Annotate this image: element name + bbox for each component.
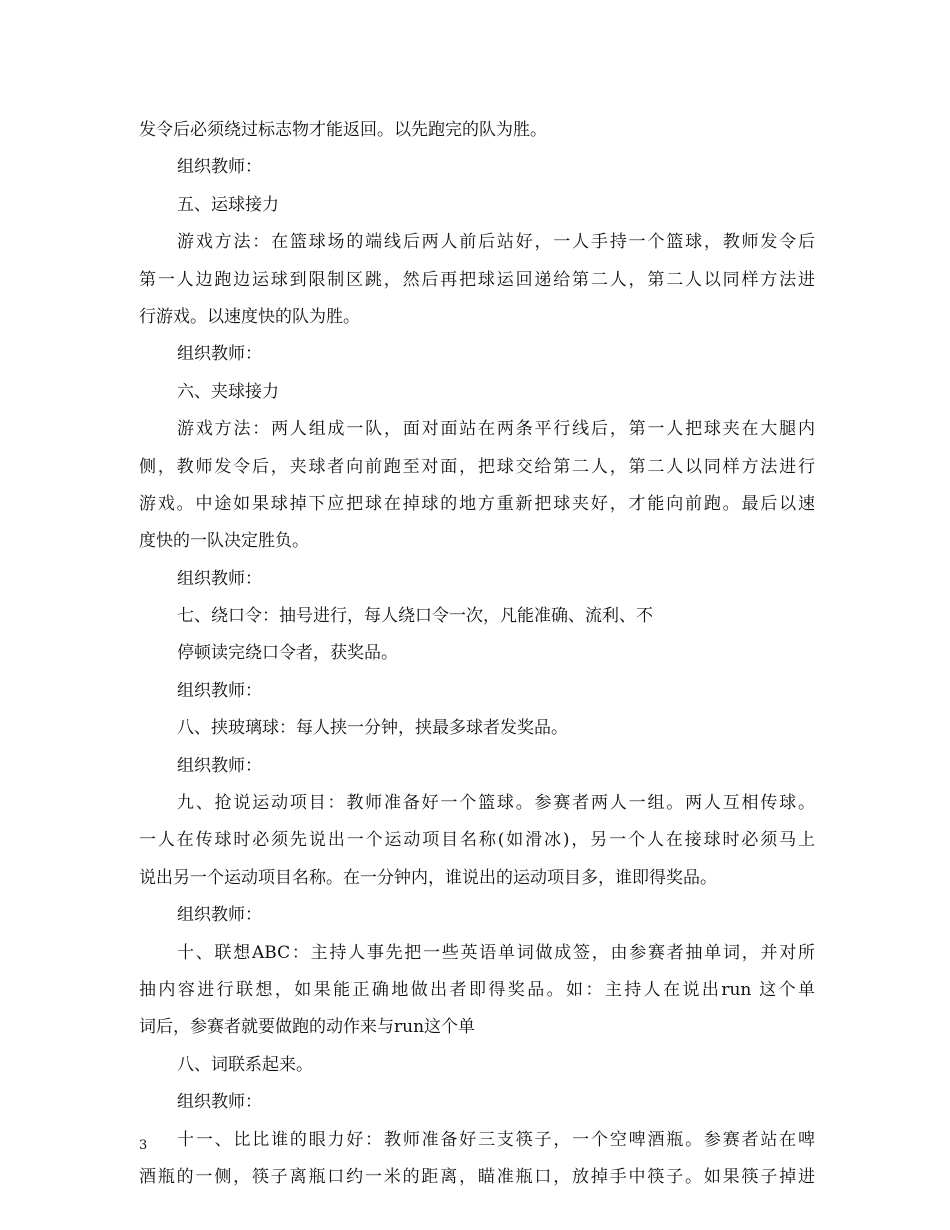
section-heading: 十、联想ABC：主持人事先把一些英语单词做成签，由参赛者抽单词，并对所 [177,942,815,963]
text-line: 词后，参赛者就要做跑的动作来与run这个单 [139,1017,476,1038]
text-line: 游戏方法：在篮球场的端线后两人前后站好，一人手持一个篮球，教师发令后 [177,232,815,253]
text-line: 侧，教师发令后，夹球者向前跑至对面，把球交给第二人，第二人以同样方法进行 [139,456,815,477]
text-line: 度快的一队决定胜负。 [139,531,309,552]
text-line: 发令后必须绕过标志物才能返回。以先跑完的队为胜。 [139,120,547,140]
text-line: 一人在传球时必须先说出一个运动项目名称(如滑冰)，另一个人在接球时必须马上 [139,830,815,851]
section-heading: 五、运球接力 [177,194,279,215]
text-line: 游戏。中途如果球掉下应把球在掉球的地方重新把球夹好，才能向前跑。最后以速 [139,493,815,514]
text-line: 组织教师： [177,905,262,926]
section-heading: 九、抢说运动项目：教师准备好一个篮球。参赛者两人一组。两人互相传球。 [177,793,815,814]
text-line: 组织教师： [177,344,262,365]
text-line: 行游戏。以速度快的队为胜。 [139,306,360,327]
text-line: 组织教师： [177,680,262,701]
section-heading: 八、挟玻璃球：每人挟一分钟，挟最多球者发奖品。 [177,718,568,739]
page-number: 3 [139,1138,148,1153]
text-line: 组织教师： [177,157,262,178]
section-heading: 六、夹球接力 [177,381,279,402]
text-line: 酒瓶的一侧，筷子离瓶口约一米的距离，瞄准瓶口，放掉手中筷子。如果筷子掉进 [139,1166,815,1187]
section-heading: 十一、比比谁的眼力好：教师准备好三支筷子，一个空啤酒瓶。参赛者站在啤 [177,1129,815,1150]
text-line: 停顿读完绕口令者，获奖品。 [177,643,398,664]
text-line: 游戏方法：两人组成一队，面对面站在两条平行线后，第一人把球夹在大腿内 [177,419,815,440]
text-line: 组织教师： [177,1092,262,1113]
text-line: 组织教师： [177,568,262,589]
text-line: 八、词联系起来。 [177,1054,313,1075]
text-line: 第一人边跑边运球到限制区跳，然后再把球运回递给第二人，第二人以同样方法进 [139,269,815,290]
section-heading: 七、绕口令：抽号进行，每人绕口令一次，凡能准确、流利、不 [177,606,653,627]
document-body [139,112,815,1196]
text-line: 抽内容进行联想，如果能正确地做出者即得奖品。如：主持人在说出run 这个单 [139,979,815,1000]
text-line: 说出另一个运动项目名称。在一分钟内，谁说出的运动项目多，谁即得奖品。 [139,867,717,888]
text-line: 组织教师： [177,755,262,776]
